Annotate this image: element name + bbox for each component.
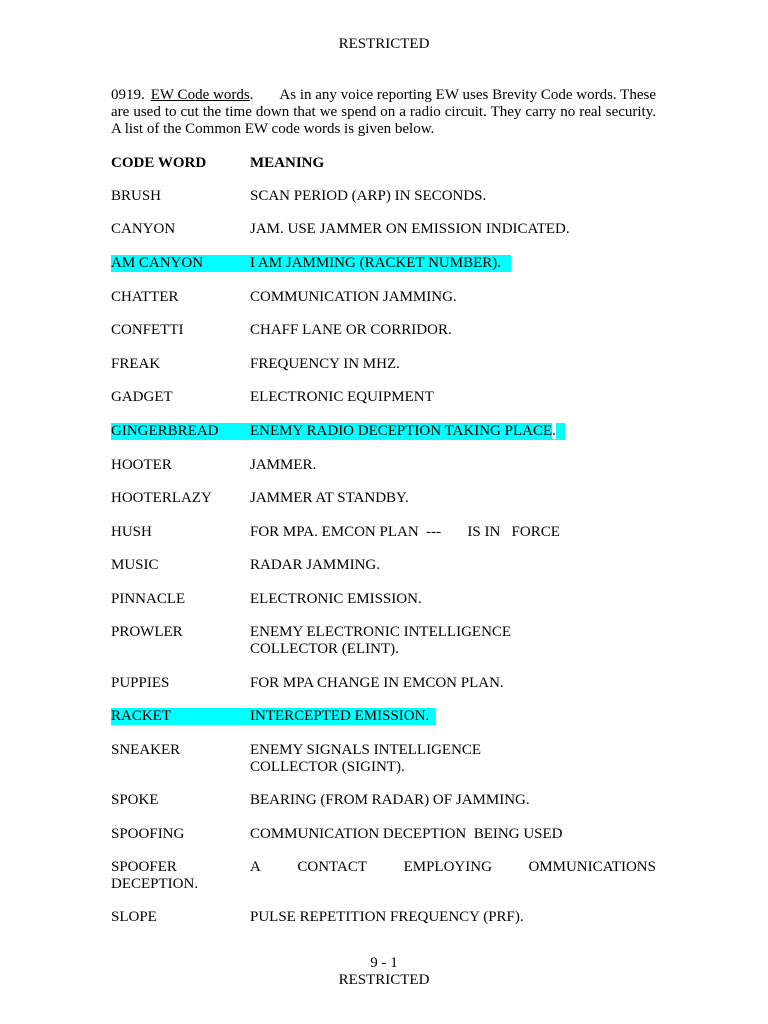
code-word: CHATTER xyxy=(111,289,179,305)
meaning-word: A xyxy=(250,859,261,875)
footer-classification: RESTRICTED xyxy=(338,972,430,988)
meaning: PULSE REPETITION FREQUENCY (PRF). xyxy=(250,909,524,925)
meaning: CHAFF LANE OR CORRIDOR. xyxy=(250,322,452,338)
meaning: I AM JAMMING (RACKET NUMBER). xyxy=(250,255,501,271)
meaning: COMMUNICATION DECEPTION BEING USED xyxy=(250,826,563,842)
column-header-code-word: CODE WORD xyxy=(111,155,207,171)
meaning: COMMUNICATION JAMMING. xyxy=(250,289,457,305)
meaning: JAM. USE JAMMER ON EMISSION INDICATED. xyxy=(250,221,570,237)
code-word: PROWLER xyxy=(111,624,183,640)
code-word: FREAK xyxy=(111,356,161,372)
code-continuation: DECEPTION. xyxy=(111,876,199,892)
meaning: FOR MPA. EMCON PLAN --- IS IN FORCE xyxy=(250,524,560,540)
header-classification: RESTRICTED xyxy=(338,36,430,52)
code-word: SNEAKER xyxy=(111,742,181,758)
code-word: SPOOFER xyxy=(111,859,177,875)
meaning-period: . xyxy=(552,423,556,439)
code-word: MUSIC xyxy=(111,557,159,573)
meaning xyxy=(250,624,656,658)
code-word: SPOOFING xyxy=(111,826,185,842)
intro-paragraph xyxy=(111,87,656,138)
meaning xyxy=(250,859,656,876)
page-number: 9 - 1 xyxy=(370,955,398,971)
meaning-line-2: COLLECTOR (SIGINT). xyxy=(250,759,405,775)
code-word: RACKET xyxy=(111,708,171,724)
code-word: HOOTERLAZY xyxy=(111,490,212,506)
code-word: CANYON xyxy=(111,221,176,237)
section-heading: EW Code words xyxy=(150,87,250,103)
code-word: PUPPIES xyxy=(111,675,170,691)
code-word: HUSH xyxy=(111,524,152,540)
meaning: SCAN PERIOD (ARP) IN SECONDS. xyxy=(250,188,487,204)
code-word: CONFETTI xyxy=(111,322,184,338)
code-word: HOOTER xyxy=(111,457,172,473)
code-word: AM CANYON xyxy=(111,255,204,271)
code-word: SLOPE xyxy=(111,909,157,925)
meaning: FOR MPA CHANGE IN EMCON PLAN. xyxy=(250,675,504,691)
meaning-line-1: ENEMY ELECTRONIC INTELLIGENCE xyxy=(250,624,512,640)
meaning: FREQUENCY IN MHZ. xyxy=(250,356,400,372)
code-word: BRUSH xyxy=(111,188,162,204)
meaning xyxy=(250,742,656,776)
code-word: GADGET xyxy=(111,389,173,405)
code-word: GINGERBREAD xyxy=(111,423,219,439)
code-word: SPOKE xyxy=(111,792,159,808)
meaning: BEARING (FROM RADAR) OF JAMMING. xyxy=(250,792,530,808)
meaning-word: OMMUNICATIONS xyxy=(528,859,656,875)
meaning: ELECTRONIC EMISSION. xyxy=(250,591,422,607)
meaning: RADAR JAMMING. xyxy=(250,557,381,573)
table-header xyxy=(111,155,656,172)
meaning-word: EMPLOYING xyxy=(403,859,492,875)
meaning xyxy=(250,423,656,440)
meaning: ELECTRONIC EQUIPMENT xyxy=(250,389,434,405)
column-header-meaning: MEANING xyxy=(250,155,325,171)
paragraph-number: 0919. xyxy=(111,87,145,103)
meaning-line-2: COLLECTOR (ELINT). xyxy=(250,641,399,657)
meaning-text: ENEMY RADIO DECEPTION TAKING PLACE xyxy=(250,423,553,439)
meaning: JAMMER. xyxy=(250,457,317,473)
intro-text: As in any voice reporting EW uses Brevity Code words. These are used to cut the time down that we spend on a radio circuit. They carry no real security. A list of the Common EW code words is given below. xyxy=(111,87,656,137)
meaning-word: CONTACT xyxy=(297,859,368,875)
meaning-line-1: ENEMY SIGNALS INTELLIGENCE xyxy=(250,742,482,758)
code-word: PINNACLE xyxy=(111,591,186,607)
section-heading-period: . xyxy=(249,87,254,103)
meaning: JAMMER AT STANDBY. xyxy=(250,490,409,506)
meaning: INTERCEPTED EMISSION. xyxy=(250,708,430,724)
